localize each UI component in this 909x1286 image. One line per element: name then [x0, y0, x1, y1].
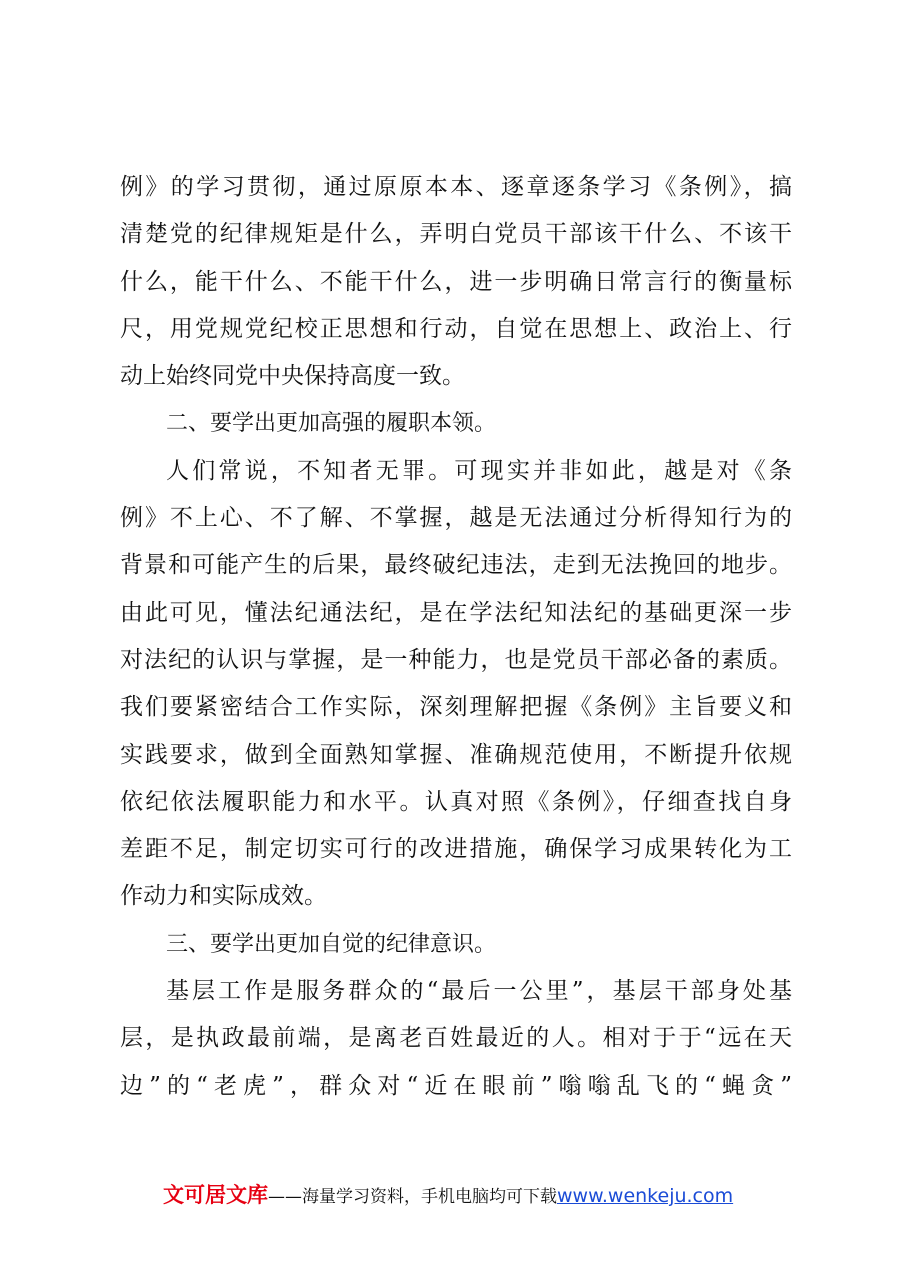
paragraph-line: 我们要紧密结合工作实际，深刻理解把握《条例》主旨要义和	[120, 694, 792, 721]
paragraph-line: 依纪依法履职能力和水平。认真对照《条例》，仔细查找自身	[120, 788, 792, 815]
paragraph-line: 实践要求，做到全面熟知掌握、准确规范使用，不断提升依规	[120, 741, 792, 768]
paragraph-line: 基层工作是服务群众的“最后一公里”，基层干部身处基	[166, 978, 792, 1005]
paragraph-line: 人们常说，不知者无罪。可现实并非如此，越是对《条	[166, 457, 792, 484]
paragraph-line: 差距不足，制定切实可行的改进措施，确保学习成果转化为工	[120, 836, 792, 863]
section-heading: 二、要学出更加高强的履职本领。	[166, 411, 497, 437]
paragraph-line: 清楚党的纪律规矩是什么，弄明白党员干部该干什么、不该干	[120, 221, 792, 248]
paragraph-line: 例》不上心、不了解、不掌握，越是无法通过分析得知行为的	[120, 505, 792, 532]
document-body	[120, 164, 792, 1110]
section-heading: 三、要学出更加自觉的纪律意识。	[166, 931, 497, 957]
paragraph-line: 层，是执政最前端，是离老百姓最近的人。相对于于“远在天	[120, 1025, 792, 1052]
footer-banner	[163, 1181, 733, 1209]
paragraph-line: 由此可见，懂法纪通法纪，是在学法纪知法纪的基础更深一步	[120, 599, 792, 626]
paragraph-line: 动上始终同党中央保持高度一致。	[120, 363, 465, 390]
paragraph-line: 作动力和实际成效。	[120, 883, 327, 910]
paragraph-line: 边”的“老虎”，群众对“近在眼前”嗡嗡乱飞的“蝇贪”	[120, 1072, 792, 1099]
footer-brand: 文可居文库	[163, 1183, 268, 1207]
paragraph-line: 对法纪的认识与掌握，是一种能力，也是党员干部必备的素质。	[120, 646, 792, 673]
footer-site-link[interactable]: www.wenkeju.com	[557, 1185, 734, 1207]
paragraph-line: 什么，能干什么、不能干什么，进一步明确日常言行的衡量标	[120, 268, 792, 295]
paragraph-line: 例》的学习贯彻，通过原原本本、逐章逐条学习《条例》，搞	[120, 174, 792, 200]
paragraph-line: 尺，用党规党纪校正思想和行动，自觉在思想上、政治上、行	[120, 315, 792, 342]
paragraph-line: 背景和可能产生的后果，最终破纪违法，走到无法挽回的地步。	[120, 552, 792, 579]
footer-tagline: ——海量学习资料，手机电脑均可下载	[268, 1187, 557, 1207]
